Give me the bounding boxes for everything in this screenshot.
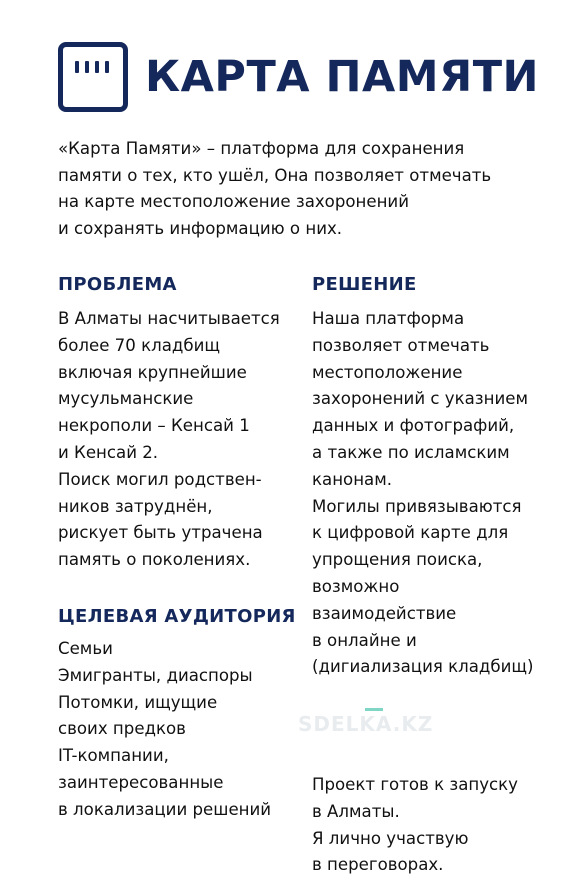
solution-text bbox=[312, 306, 534, 681]
solution-line: к цифровой карте для bbox=[312, 523, 509, 543]
audience-text bbox=[58, 636, 271, 824]
problem-line: В Алматы насчитывается bbox=[58, 309, 280, 328]
intro-line: на карте местоположение захоронений bbox=[58, 192, 409, 211]
intro-line: и сохранять информацию о них. bbox=[58, 218, 343, 238]
card-contact-bar bbox=[75, 61, 79, 73]
solution-line: упрощения поиска, bbox=[312, 550, 483, 570]
solution-line: Могилы привязываются bbox=[312, 496, 522, 516]
problem-heading: ПРОБЛЕМА bbox=[58, 274, 177, 295]
problem-line: и Кенсай 2. bbox=[58, 442, 159, 462]
card-contact-bar bbox=[95, 61, 99, 73]
audience-heading: ЦЕЛЕВАЯ АУДИТОРИЯ bbox=[58, 606, 296, 627]
audience-line: заинтересованные bbox=[58, 772, 224, 792]
status-text bbox=[312, 772, 518, 879]
solution-line: Наша платформа bbox=[312, 309, 465, 328]
solution-line: канонам. bbox=[312, 469, 393, 489]
problem-line: Поиск могил родствен- bbox=[58, 469, 262, 489]
solution-line: позволяет отмечать bbox=[312, 335, 490, 355]
status-line: в Алматы. bbox=[312, 801, 400, 821]
audience-line: своих предков bbox=[58, 719, 186, 739]
solution-line: а также по исламским bbox=[312, 442, 510, 462]
solution-line: местоположение bbox=[312, 362, 463, 382]
card-contact-bar bbox=[85, 61, 89, 73]
card-contact-bar bbox=[105, 61, 109, 73]
audience-line: Эмигранты, диаспоры bbox=[58, 665, 253, 685]
solution-line: взаимодействие bbox=[312, 603, 457, 623]
audience-line: Потомки, ищущие bbox=[58, 692, 218, 712]
solution-line: данных и фотографий, bbox=[312, 416, 515, 436]
status-line: Я лично участвую bbox=[312, 828, 469, 848]
page-title: КАРТА ПАМЯТИ bbox=[145, 52, 540, 102]
problem-line: включая крупнейшие bbox=[58, 362, 247, 382]
problem-line: память о поколениях. bbox=[58, 550, 251, 570]
problem-line: рискует быть утрачена bbox=[58, 523, 263, 543]
intro-paragraph bbox=[58, 136, 558, 242]
solution-line: (дигиализация кладбищ) bbox=[312, 657, 534, 677]
solution-heading: РЕШЕНИЕ bbox=[312, 274, 417, 295]
intro-line: памяти о тех, кто ушёл, Она позволяет отмечать bbox=[58, 165, 492, 185]
problem-line: ников затруднён, bbox=[58, 496, 213, 516]
problem-text bbox=[58, 306, 280, 574]
problem-line: некрополи – Кенсай 1 bbox=[58, 416, 250, 436]
intro-line: «Карта Памяти» – платформа для сохранения bbox=[58, 139, 465, 158]
solution-line: возможно bbox=[312, 576, 400, 596]
memory-card-icon bbox=[58, 42, 128, 112]
watermark: SDELKA.KZ bbox=[298, 712, 434, 736]
solution-line: в онлайне и bbox=[312, 630, 417, 650]
watermark-accent bbox=[365, 708, 383, 711]
problem-line: мусульманские bbox=[58, 389, 194, 409]
audience-line: Семьи bbox=[58, 639, 113, 658]
status-line: в переговорах. bbox=[312, 855, 444, 875]
audience-line: в локализации решений bbox=[58, 799, 272, 819]
audience-line: IT-компании, bbox=[58, 746, 169, 766]
status-line: Проект готов к запуску bbox=[312, 775, 519, 794]
solution-line: захоронений с указнием bbox=[312, 389, 528, 409]
problem-line: более 70 кладбищ bbox=[58, 335, 220, 355]
